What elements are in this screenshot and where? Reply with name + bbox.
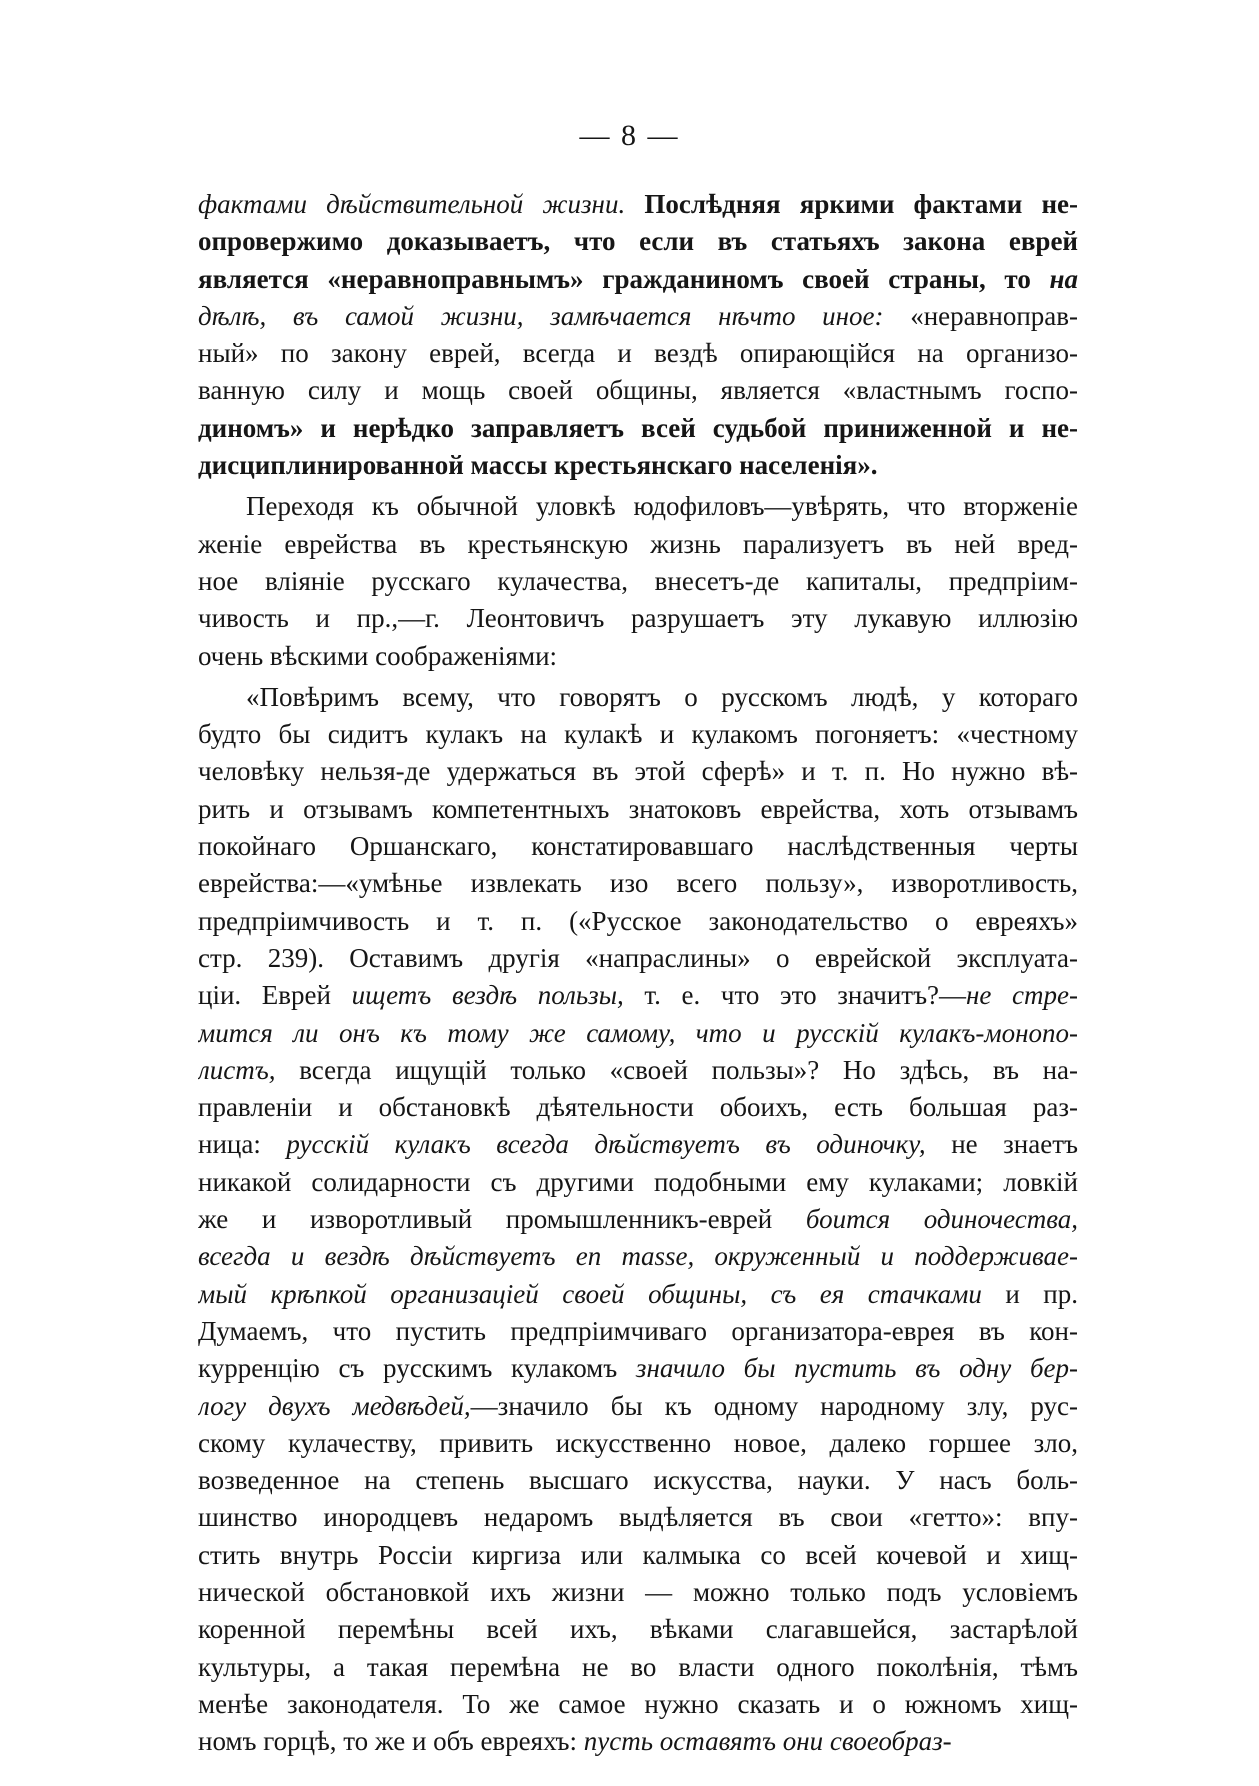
text-segment: является «неравноправнымъ» гражданиномъ своей страны, то xyxy=(198,263,1050,294)
text-line xyxy=(198,1723,1078,1760)
text-line xyxy=(198,1126,1078,1163)
text-line xyxy=(198,261,1078,298)
text-line xyxy=(198,186,1078,223)
text-segment: нической обстановкой ихъ жизни — можно только подъ условіемъ xyxy=(198,1576,1078,1607)
text-segment: шинство инородцевъ недаромъ выдѣляется въ свои «гетто»: впу- xyxy=(198,1502,1078,1533)
text-line xyxy=(198,679,1078,716)
text-line xyxy=(198,1649,1078,1686)
text-line xyxy=(198,903,1078,940)
text-segment: возведенное на степень высшаго искусства, науки. У насъ боль- xyxy=(198,1465,1078,1496)
text-segment: еврейства:—«умѣнье извлекать изо всего пользу», изворотливость, xyxy=(198,868,1078,899)
text-line xyxy=(198,638,1078,675)
text-segment: номъ горцѣ, то же и объ евреяхъ: xyxy=(198,1726,584,1757)
text-line xyxy=(198,1499,1078,1536)
text-line xyxy=(198,1388,1078,1425)
text-segment: рить и отзывамъ компетентныхъ знатоковъ еврейства, хоть отзывамъ xyxy=(198,793,1078,824)
text-segment: будто бы сидитъ кулакъ на кулакѣ и кулакомъ погоняетъ: «честному xyxy=(198,719,1078,750)
paragraph xyxy=(198,186,1078,484)
italic-text: не стре- xyxy=(966,980,1078,1011)
text-line xyxy=(198,1201,1078,1238)
italic-text: на xyxy=(1049,263,1078,294)
text-line xyxy=(198,410,1078,447)
text-segment: ный» по закону еврей, всегда и вездѣ опирающійся на организо- xyxy=(198,338,1078,369)
text-segment: Переходя къ обычной уловкѣ юдофиловъ—увѣрять, что вторженіе xyxy=(246,491,1078,522)
text-line xyxy=(198,1238,1078,1275)
text-line xyxy=(198,1425,1078,1462)
paragraph xyxy=(198,679,1078,1761)
text-line xyxy=(198,1686,1078,1723)
text-segment: —значило бы къ одному народному злу, рус- xyxy=(470,1390,1078,1421)
text-segment: и пр. xyxy=(981,1278,1078,1309)
paragraph xyxy=(198,488,1078,674)
italic-text: листъ, xyxy=(198,1054,276,1085)
text-line xyxy=(198,447,1078,484)
page-number: — 8 — xyxy=(579,119,680,152)
text-segment xyxy=(625,189,644,219)
text-segment: правленіи и обстановкѣ дѣятельности обоихъ, есть большая раз- xyxy=(198,1092,1078,1123)
text-line xyxy=(198,940,1078,977)
text-line xyxy=(198,1350,1078,1387)
text-segment: ціи. Еврей xyxy=(198,980,352,1011)
text-line xyxy=(198,716,1078,753)
text-segment: Послѣдняя яркими фактами не- xyxy=(644,189,1078,219)
text-line xyxy=(198,372,1078,409)
text-line xyxy=(198,1537,1078,1574)
text-line xyxy=(198,298,1078,335)
text-line xyxy=(198,1313,1078,1350)
text-line xyxy=(198,1164,1078,1201)
text-segment: чивость и пр.,—г. Леонтовичъ разрушаетъ эту лукавую иллюзію xyxy=(198,603,1078,634)
text-segment: покойнаго Оршанскаго, констатировавшаго наслѣдственныя черты xyxy=(198,831,1078,862)
text-line xyxy=(198,753,1078,790)
text-line xyxy=(198,1015,1078,1052)
text-segment: очень вѣскими соображеніями: xyxy=(198,640,558,671)
text-segment: скому кулачеству, привить искусственно новое, далеко горшее зло, xyxy=(198,1427,1078,1458)
text-line xyxy=(198,828,1078,865)
italic-text: всегда и вездѣ дѣйствуетъ en masse, окруженный и поддерживае- xyxy=(198,1241,1078,1272)
text-segment: дисциплинированной массы крестьянскаго населенія». xyxy=(198,450,878,481)
text-segment: ванную силу и мощь своей общины, является «властнымъ госпо- xyxy=(198,375,1078,406)
italic-text: логу двухъ медвѣдей, xyxy=(198,1390,471,1421)
italic-text: мится ли онъ къ тому же самому, что и русскій кулакъ-монопо- xyxy=(198,1017,1078,1048)
text-segment: коренной перемѣны всей ихъ, вѣками слагавшейся, застарѣлой xyxy=(198,1614,1078,1645)
italic-text: фактами дѣйствительной жизни. xyxy=(198,189,626,219)
italic-text: значило бы пустить въ одну бер- xyxy=(635,1353,1078,1384)
italic-text: боится одиночества, xyxy=(805,1204,1078,1235)
text-line xyxy=(198,526,1078,563)
body-text xyxy=(198,186,1078,1760)
text-segment: не знаетъ xyxy=(925,1129,1078,1160)
text-line xyxy=(198,335,1078,372)
italic-text: русскій кулакъ всегда дѣйствуетъ въ одиночку, xyxy=(286,1129,926,1160)
text-segment: стр. 239). Оставимъ другія «напраслины» о еврейской эксплуата- xyxy=(198,942,1078,973)
text-segment: предпріимчивость и т. п. («Русское законодательство о евреяхъ» xyxy=(198,905,1078,936)
text-segment: курренцію съ русскимъ кулакомъ xyxy=(198,1353,636,1384)
italic-text: ищетъ вездѣ пользы, xyxy=(351,980,624,1011)
text-segment: человѣку нельзя-де удержаться въ этой сферѣ» и т. п. Но нужно вѣ- xyxy=(198,756,1078,787)
text-segment: диномъ» и нерѣдко заправляетъ всей судьбой приниженной и не- xyxy=(198,412,1078,443)
text-line xyxy=(198,1052,1078,1089)
italic-text: дѣлѣ, въ самой жизни, замѣчается нѣчто иное: xyxy=(198,300,884,331)
text-segment: «неравноправ- xyxy=(883,300,1078,331)
text-line xyxy=(198,1611,1078,1648)
text-segment: никакой солидарности съ другими подобными ему кулаками; ловкій xyxy=(198,1166,1078,1197)
text-line xyxy=(198,1276,1078,1313)
text-line xyxy=(198,791,1078,828)
text-line xyxy=(198,223,1078,260)
text-segment: менѣе законодателя. То же самое нужно сказать и о южномъ хищ- xyxy=(198,1688,1078,1719)
text-segment: Думаемъ, что пустить предпріимчиваго организатора-еврея въ кон- xyxy=(198,1315,1078,1346)
text-line xyxy=(198,1462,1078,1499)
text-segment: опровержимо доказываетъ, что если въ статьяхъ закона еврей xyxy=(198,226,1078,257)
text-segment: т. е. что это значитъ?— xyxy=(623,980,967,1011)
text-line xyxy=(198,600,1078,637)
text-line xyxy=(198,488,1078,525)
text-segment: ница: xyxy=(198,1129,287,1160)
text-line xyxy=(198,1089,1078,1126)
text-line xyxy=(198,563,1078,600)
text-segment: ное вліяніе русскаго кулачества, внесетъ-де капиталы, предпріим- xyxy=(198,565,1078,596)
text-segment: стить внутрь Россіи киргиза или калмыка со всей кочевой и хищ- xyxy=(198,1539,1078,1570)
text-segment: женіе еврейства въ крестьянскую жизнь парализуетъ въ ней вред- xyxy=(198,528,1078,559)
text-line xyxy=(198,865,1078,902)
text-line xyxy=(198,1574,1078,1611)
text-segment: всегда ищущій только «своей пользы»? Но здѣсь, въ на- xyxy=(275,1054,1078,1085)
italic-text: мый крѣпкой организаціей своей общины, съ ея стачками xyxy=(198,1278,982,1309)
text-segment: «Повѣримъ всему, что говорятъ о русскомъ людѣ, у котораго xyxy=(246,681,1078,712)
text-segment: же и изворотливый промышленникъ-еврей xyxy=(198,1204,806,1235)
text-line xyxy=(198,977,1078,1014)
italic-text: пусть оставятъ они своеобраз- xyxy=(583,1726,952,1757)
text-segment: культуры, а такая перемѣна не во власти одного поколѣнія, тѣмъ xyxy=(198,1651,1078,1682)
